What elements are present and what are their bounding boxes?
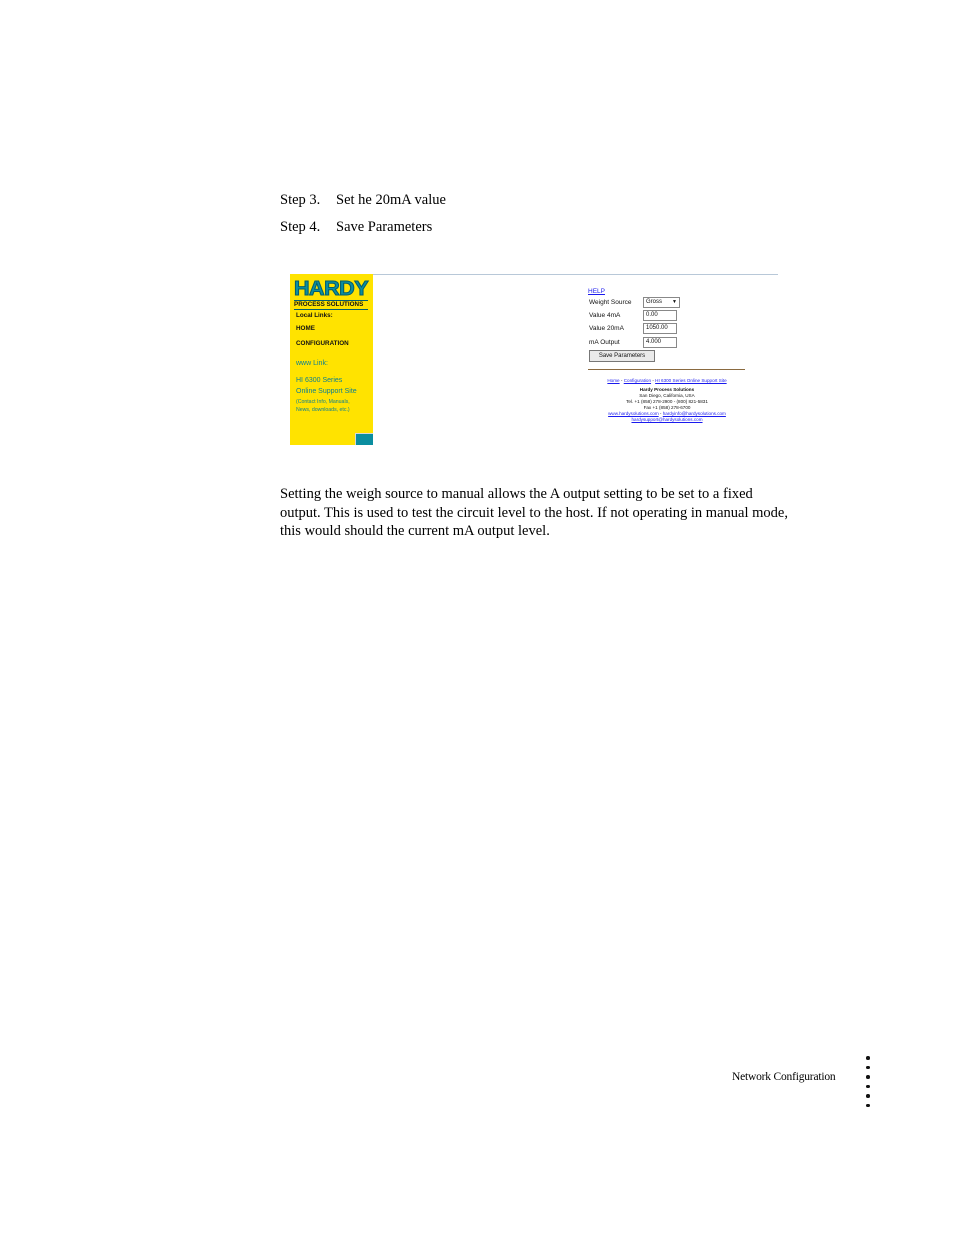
footer-link-web[interactable]: www.hardysolutions.com: [608, 411, 659, 416]
support-site-link-line-2[interactable]: Online Support Site: [296, 388, 357, 395]
hardy-logo: HARDY: [294, 278, 369, 300]
footer-dot: [866, 1075, 870, 1079]
step-text: Set he 20mA value: [336, 192, 446, 208]
weight-source-label: Weight Source: [589, 299, 632, 306]
footer-link-info-email[interactable]: hardyinfo@hardysolutions.com: [662, 411, 726, 416]
local-links-heading: Local Links:: [296, 312, 333, 319]
value-20ma-label: Value 20mA: [589, 325, 624, 332]
footer-link-configuration[interactable]: Configuration: [623, 378, 652, 383]
footer-separator: -: [619, 378, 624, 383]
page-footer-label: Network Configuration: [732, 1071, 836, 1083]
footer-dot: [866, 1085, 870, 1089]
embedded-screenshot: [290, 274, 778, 446]
step-4: [280, 219, 432, 236]
step-text: Save Parameters: [336, 219, 433, 235]
sidebar-item-configuration[interactable]: CONFIGURATION: [296, 340, 349, 347]
value-4ma-row: [589, 310, 749, 321]
sidebar-item-home[interactable]: HOME: [296, 325, 315, 332]
step-number: Step 4.: [280, 219, 321, 235]
sidebar: [290, 274, 373, 445]
body-paragraph: [280, 485, 820, 541]
footer-tel: Tel. +1 (858) 278-2900 - (800) 821-5831: [626, 399, 708, 404]
footer-dot: [866, 1066, 870, 1070]
footer-fax: Fax +1 (858) 278-6700: [643, 405, 691, 410]
footer-link-home[interactable]: Home: [607, 378, 620, 383]
step-3: [280, 192, 446, 209]
support-site-note-line-2: News, downloads, etc.): [296, 407, 350, 413]
step-number: Step 3.: [280, 192, 321, 208]
ma-output-row: [589, 337, 749, 348]
footer-separator: -: [651, 378, 656, 383]
footer-city: San Diego, California, USA: [639, 393, 695, 398]
paragraph-line: this would should the current mA output level.: [280, 523, 550, 539]
www-link-heading: www Link:: [296, 360, 328, 367]
support-site-link-line-1[interactable]: HI 6300 Series: [296, 377, 343, 384]
weight-source-value: Gross: [646, 299, 663, 305]
support-site-note-line-1: (Contact Info, Manuals,: [296, 399, 350, 405]
weight-source-select[interactable]: [643, 297, 680, 308]
footer-link-support-email[interactable]: hardysupport@hardysolutions.com: [631, 417, 703, 422]
corner-decoration: [355, 433, 373, 445]
ma-output-label: mA Output: [589, 339, 620, 346]
screenshot-footer: [586, 378, 748, 423]
screenshot-top-rule: [372, 274, 778, 275]
ma-output-input[interactable]: 4.000: [643, 337, 677, 348]
dropdown-arrow-icon: ▼: [672, 299, 677, 305]
value-4ma-input[interactable]: 0.00: [643, 310, 677, 321]
footer-separator: -: [658, 411, 663, 416]
paragraph-line: output. This is used to test the circuit level to the host. If not operating in manual mode,: [280, 504, 788, 521]
save-parameters-button[interactable]: Save Parameters: [589, 350, 655, 362]
footer-links: [586, 378, 748, 384]
footer-dot: [866, 1056, 870, 1060]
weight-source-row: [589, 297, 749, 308]
value-20ma-row: [589, 323, 749, 334]
footer-dot: [866, 1104, 870, 1108]
paragraph-line: Setting the weigh source to manual allows the A output setting to be set to a fixed: [280, 486, 753, 502]
footer-support-email-row: [586, 417, 748, 423]
footer-dot: [866, 1094, 870, 1098]
form-divider: [588, 369, 745, 370]
logo-subtitle: PROCESS SOLUTIONS: [294, 300, 368, 310]
value-20ma-input[interactable]: 1050.00: [643, 323, 677, 334]
footer-link-support-site[interactable]: HI 6300 Series Online Support Site: [655, 378, 727, 383]
footer-company: Hardy Process Solutions: [639, 387, 695, 392]
help-link[interactable]: HELP: [588, 288, 605, 295]
value-4ma-label: Value 4mA: [589, 312, 621, 319]
